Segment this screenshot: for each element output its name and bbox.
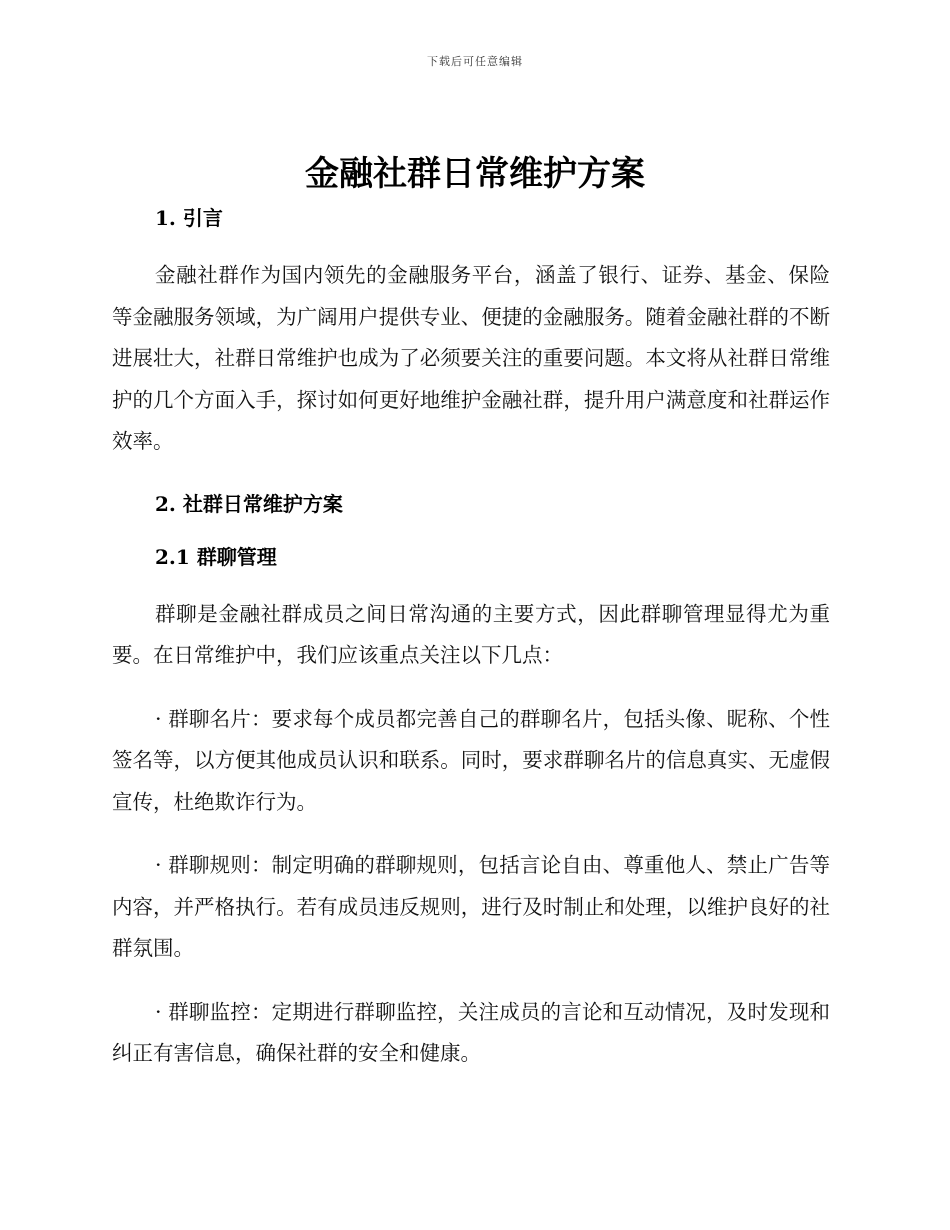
document-body: [112, 202, 830, 1097]
group-chat-intro-paragraph: 群聊是金融社群成员之间日常沟通的主要方式，因此群聊管理显得尤为重要。在日常维护中，我们应该重点关注以下几点：: [112, 601, 830, 667]
bullet-group-chat-monitoring: · 群聊监控：定期进行群聊监控，关注成员的言论和互动情况，及时发现和纠正有害信息，确保社群的安全和健康。: [112, 999, 830, 1065]
bullet-group-chat-rules: · 群聊规则：制定明确的群聊规则，包括言论自由、尊重他人、禁止广告等内容，并严格执行。若有成员违反规则，进行及时制止和处理，以维护良好的社群氛围。: [112, 853, 830, 960]
document-title: 金融社群日常维护方案: [305, 154, 645, 194]
section-heading-introduction: 1. 引言: [155, 206, 223, 230]
subsection-heading-group-chat-management: 2.1 群聊管理: [155, 544, 277, 569]
introduction-paragraph: 金融社群作为国内领先的金融服务平台，涵盖了银行、证券、基金、保险等金融服务领域，为广阔用户提供专业、便捷的金融服务。随着金融社群的不断进展壮大，社群日常维护也成为了必须要关注的重要问题。本文将从社群日常维护的几个方面入手，探讨如何更好地维护金融社群，提升用户满意度和社群运作效率。: [112, 263, 830, 453]
page-header-note: 下载后可任意编辑: [427, 55, 523, 68]
section-heading-maintenance-plan: 2. 社群日常维护方案: [155, 491, 343, 516]
bullet-group-chat-card: · 群聊名片：要求每个成员都完善自己的群聊名片，包括头像、昵称、个性签名等，以方便其他成员认识和联系。同时，要求群聊名片的信息真实、无虚假宣传，杜绝欺诈行为。: [112, 706, 830, 814]
